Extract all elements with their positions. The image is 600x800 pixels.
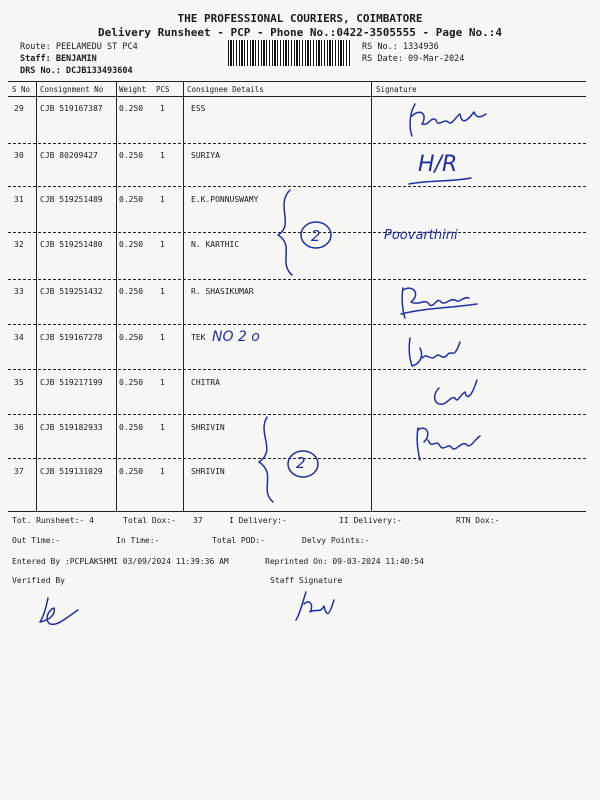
row-separator <box>8 369 586 370</box>
row-consignee: R. SHASIKUMAR <box>191 287 254 296</box>
row-consignee: CHITRA <box>191 378 220 387</box>
row-consignment: CJB 519167278 <box>40 333 103 342</box>
row-consignee: SHRIVIN <box>191 467 225 476</box>
in-time: In Time:- <box>116 536 160 545</box>
signature-33 <box>395 278 485 328</box>
signature-32: Poovarthini <box>384 228 458 243</box>
row-weight: 0.250 <box>119 104 144 113</box>
signature-29 <box>400 96 500 146</box>
row-consignment: CJB 80209427 <box>40 151 98 160</box>
row-weight: 0.250 <box>119 378 144 387</box>
staff-signature-mark <box>292 584 352 629</box>
row-pcs: 1 <box>160 378 165 387</box>
row-sno: 32 <box>14 240 24 249</box>
barcode <box>228 40 351 66</box>
row-pcs: 1 <box>160 423 165 432</box>
row-consignee: TEK <box>191 333 206 342</box>
col-signature: Signature <box>376 85 417 94</box>
row-consignment: CJB 519131029 <box>40 467 103 476</box>
company-title: THE PROFESSIONAL COURIERS, COIMBATORE <box>177 12 423 25</box>
rs-date: RS Date: 09-Mar-2024 <box>362 54 465 64</box>
row-weight: 0.250 <box>119 287 144 296</box>
row-sno: 34 <box>14 333 24 342</box>
row-pcs: 1 <box>160 151 165 160</box>
row-sno: 33 <box>14 287 24 296</box>
row-consignee: SHRIVIN <box>191 423 225 432</box>
signature-30-underline <box>405 150 475 190</box>
signature-35 <box>425 368 485 413</box>
signature-34 <box>400 328 470 373</box>
table-row <box>0 333 600 380</box>
signature-30: H/R <box>418 152 458 177</box>
handwritten-note: NO 2 o <box>212 329 260 345</box>
col-sno: S No <box>12 85 31 94</box>
col-pcs: PCS <box>156 85 170 94</box>
row-consignment: CJB 519251489 <box>40 195 103 204</box>
row-pcs: 1 <box>160 240 165 249</box>
reprinted-on: Reprinted On: 09-03-2024 11:40:54 <box>265 557 424 566</box>
verified-by-signature <box>30 590 90 635</box>
delivery-points: Delvy Points:- <box>302 536 370 545</box>
row-consignee: E.K.PONNUSWAMY <box>191 195 259 204</box>
drs-number: DRS No.: DCJB133493604 <box>20 66 133 76</box>
row-consignment: CJB 519182933 <box>40 423 103 432</box>
table-row <box>0 287 600 334</box>
table-bottom-rule <box>8 511 586 512</box>
row-sno: 29 <box>14 104 24 113</box>
bracket-annotation <box>270 185 340 280</box>
ii-delivery: II Delivery:- <box>339 516 402 525</box>
runsheet-subtitle: Delivery Runsheet - PCP - Phone No.:0422-3505555 - Page No.:4 <box>98 26 502 39</box>
row-pcs: 1 <box>160 287 165 296</box>
table-top-rule <box>8 81 586 82</box>
rtn-dox: RTN Dox:- <box>456 516 500 525</box>
row-weight: 0.250 <box>119 333 144 342</box>
row-sno: 35 <box>14 378 24 387</box>
total-pod: Total POD:- <box>212 536 265 545</box>
col-consignment: Consignment No <box>40 85 104 94</box>
row-consignee: N. KARTHIC <box>191 240 240 249</box>
row-weight: 0.250 <box>119 467 144 476</box>
row-consignee: ESS <box>191 104 206 113</box>
bracket-note: 2 <box>311 227 321 245</box>
staff-label: Staff: BENJAMIN <box>20 54 97 64</box>
row-consignment: CJB 519167387 <box>40 104 103 113</box>
row-sno: 37 <box>14 467 24 476</box>
row-consignment: CJB 519217199 <box>40 378 103 387</box>
bracket-annotation <box>255 412 335 507</box>
row-weight: 0.250 <box>119 195 144 204</box>
row-sno: 31 <box>14 195 24 204</box>
entered-by: Entered By :PCPLAKSHMI 03/09/2024 11:39:36 AM <box>12 557 229 566</box>
i-delivery: I Delivery:- <box>229 516 287 525</box>
rs-number: RS No.: 1334936 <box>362 42 439 52</box>
total-dox-label: Total Dox:- <box>123 516 176 525</box>
out-time: Out Time:- <box>12 536 61 545</box>
row-consignment: CJB 519251480 <box>40 240 103 249</box>
row-weight: 0.250 <box>119 423 144 432</box>
total-dox-value: 37 <box>193 516 203 525</box>
row-weight: 0.250 <box>119 151 144 160</box>
col-weight: Weight <box>119 85 147 94</box>
total-runsheet: Tot. Runsheet:- 4 <box>12 516 94 525</box>
row-pcs: 1 <box>160 104 165 113</box>
row-separator <box>8 324 586 325</box>
row-pcs: 1 <box>160 467 165 476</box>
route-label: Route: PEELAMEDU ST PC4 <box>20 42 138 52</box>
row-consignment: CJB 519251432 <box>40 287 103 296</box>
bracket-note: 2 <box>296 454 306 472</box>
signature-36 <box>410 420 490 465</box>
row-weight: 0.250 <box>119 240 144 249</box>
verified-by-label: Verified By <box>12 576 65 585</box>
col-consignee: Consignee Details <box>187 85 264 94</box>
staff-signature-label: Staff Signature <box>270 576 343 585</box>
row-sno: 36 <box>14 423 24 432</box>
row-sno: 30 <box>14 151 24 160</box>
row-pcs: 1 <box>160 333 165 342</box>
row-consignee: SURIYA <box>191 151 220 160</box>
row-pcs: 1 <box>160 195 165 204</box>
